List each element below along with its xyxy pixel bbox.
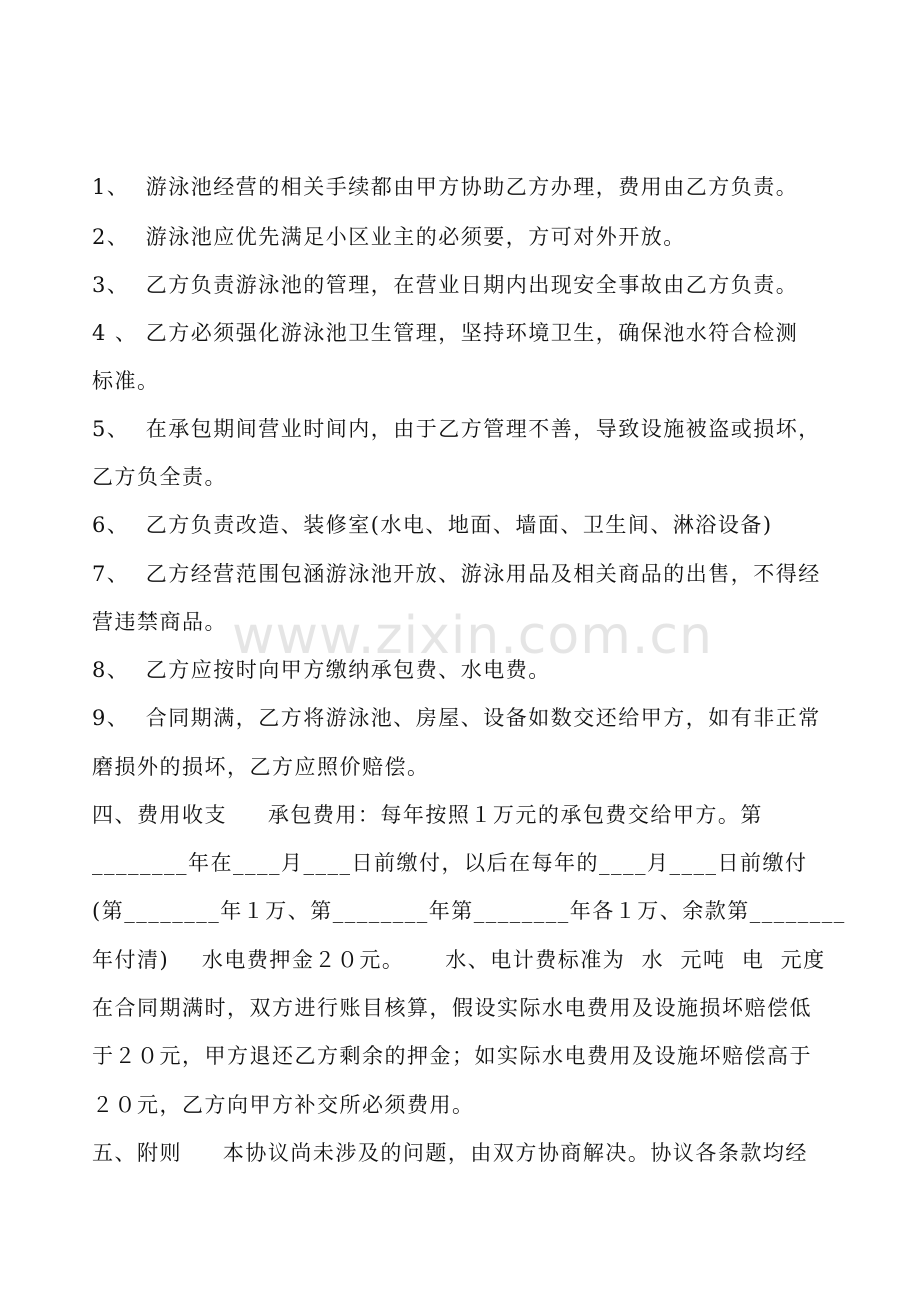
watermark: www.zixin.com.cn [232,606,713,666]
clause-6-line: 6、 乙方负责改造、装修室(水电、地面、墙面、卫生间、淋浴设备) [92,513,773,537]
clause-8-line: 8、 乙方应按时向甲方缴纳承包费、水电费。 [92,658,551,682]
clause-5-line: 5、 在承包期间营业时间内，由于乙方管理不善，导致设施被盗或损坏， [92,417,821,441]
settlement-line-2: 于２０元，甲方退还乙方剩余的押金；如实际水电费用及设施坏赔偿高于 [92,1044,812,1068]
clause-7-line: 7、 乙方经营范围包涵游泳池开放、游泳用品及相关商品的出售，不得经 [92,562,821,586]
settlement-line-3: ２０元，乙方向甲方补交所必须费用。 [92,1093,475,1117]
clause-2-line: 2、 游泳池应优先满足小区业主的必须要，方可对外开放。 [92,225,686,249]
clause-9-line-cont: 磨损外的损坏，乙方应照价赔偿。 [92,755,430,779]
settlement-line-1: 在合同期满时，双方进行账目核算，假设实际水电费用及设施损坏赔偿低 [92,996,812,1020]
clause-7-line-cont: 营违禁商品。 [92,610,227,634]
clause-3-line: 3、 乙方负责游泳池的管理，在营业日期内出现安全事故由乙方负责。 [92,273,799,297]
payment-schedule-line: ________年在____月____日前缴付，以后在每年的____月____日前缴付 [92,851,808,875]
payment-installments-line: (第________年１万、第________年第________年各１万、余款第________ [92,899,846,923]
clause-9-line: 9、 合同期满，乙方将游泳池、房屋、设备如数交还给甲方，如有非正常 [92,706,821,730]
clause-4-line-cont: 标准。 [92,369,160,393]
clause-5-line-cont: 乙方负全责。 [92,465,227,489]
section-4-heading-line: 四、费用收支 承包费用：每年按照１万元的承包费交给甲方。第 [92,803,763,827]
deposit-line: 年付清) 水电费押金２０元。 水、电计费标准为 水 元吨 电 元度 [92,948,826,972]
section-5-heading-line: 五、附则 本协议尚未涉及的问题，由双方协商解决。协议各条款均经 [92,1141,808,1165]
clause-4-line: 4 、 乙方必须强化游泳池卫生管理，坚持环境卫生，确保池水符合检测 [92,321,799,345]
clause-1-line: 1、 游泳池经营的相关手续都由甲方协助乙方办理，费用由乙方负责。 [92,175,799,199]
